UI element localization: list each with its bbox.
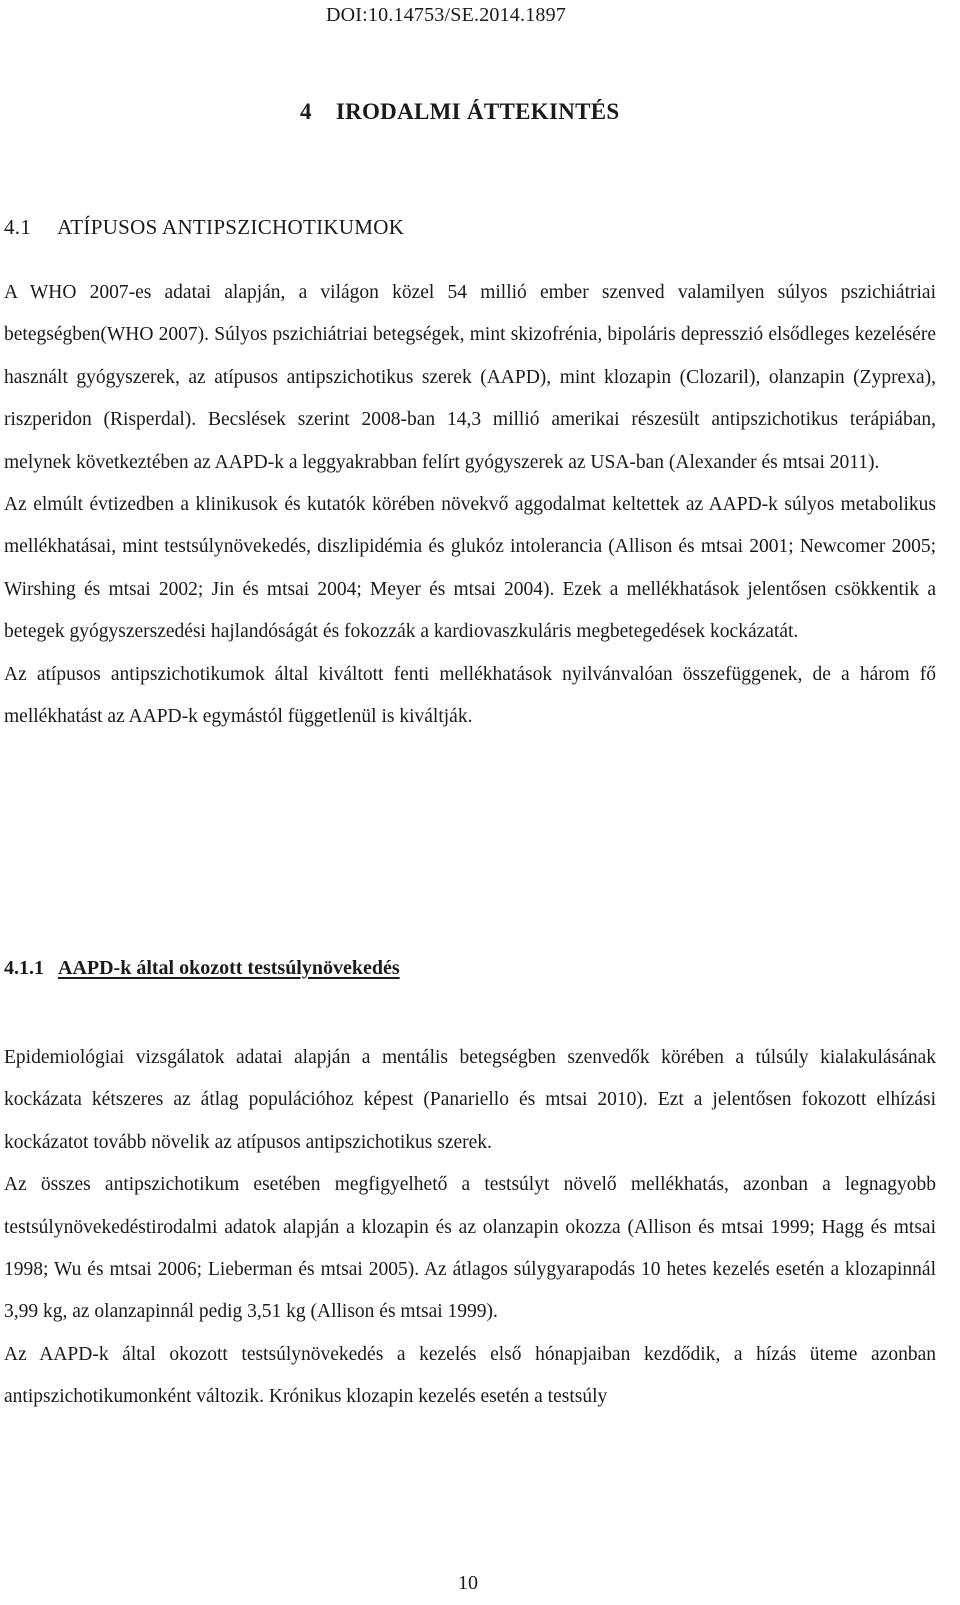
doi-header: DOI:10.14753/SE.2014.1897 [326,4,566,26]
section-number: 4.1 [4,215,32,239]
section-body [4,272,936,738]
section-heading [4,215,404,240]
subsection-paragraph-2: Az összes antipszichotikum esetében megfigyelhető a testsúlyt növelő mellékhatás, azonban a legnagyobb testsúlynövekedéstirodalmi adatok alapján a klozapin és az olanzapin okozza (Allison és mtsai 1999; Hagg és mtsai 1998; Wu és mtsai 2006; Lieberman és mtsai 2005). Az átlagos súlygyarapodás 10 hetes kezelés esetén a klozapinnál 3,99 kg, az olanzapinnál pedig 3,51 kg (Allison és mtsai 1999). [4,1174,936,1323]
subsection-paragraph-3: Az AAPD-k által okozott testsúlynövekedés a kezelés első hónapjaiban kezdődik, a hízás üteme azonban antipszichotikumonként változik. Krónikus klozapin kezelés esetén a testsúly [4,1343,936,1408]
subsection-body [4,1037,936,1419]
subsection-paragraph-1: Epidemiológiai vizsgálatok adatai alapján a mentális betegségben szenvedők körében a túlsúly kialakulásának kockázata kétszeres az átlag populációhoz képest (Panariello és mtsai 2010). Ezt a jelentősen fokozott elhízási kockázatot tovább növelik az atípusos antipszichotikus szerek. [4,1047,936,1153]
subsection-heading [4,957,400,980]
chapter-heading [300,99,620,125]
section-paragraph-1: A WHO 2007-es adatai alapján, a világon közel 54 millió ember szenved valamilyen súlyos pszichiátriai betegségben(WHO 2007). Súlyos pszichiátriai betegségek, mint skizofrénia, bipoláris depresszió elsődleges kezelésére használt gyógyszerek, az atípusos antipszichotikus szerek (AAPD), mint klozapin (Clozaril), olanzapin (Zyprexa), riszperidon (Risperdal). Becslések szerint 2008-ban 14,3 millió amerikai részesült antipszichotikus terápiában, melynek következtében az AAPD-k a leggyakrabban felírt gyógyszerek az USA-ban (Alexander és mtsai 2011). [4,282,936,473]
chapter-title: IRODALMI ÁTTEKINTÉS [335,99,620,124]
section-paragraph-2: Az elmúlt évtizedben a klinikusok és kutatók körében növekvő aggodalmat keltettek az AAPD-k súlyos metabolikus mellékhatásai, mint testsúlynövekedés, diszlipidémia és glukóz intolerancia (Allison és mtsai 2001; Newcomer 2005; Wirshing és mtsai 2002; Jin és mtsai 2004; Meyer és mtsai 2004). Ezek a mellékhatások jelentősen csökkentik a betegek gyógyszerszedési hajlandóságát és fokozzák a kardiovaszkuláris megbetegedések kockázatát. [4,494,936,643]
subsection-number: 4.1.1 [4,957,44,979]
section-title: ATÍPUSOS ANTIPSZICHOTIKUMOK [57,215,405,239]
section-paragraph-3: Az atípusos antipszichotikumok által kiváltott fenti mellékhatások nyilvánvalóan összefüggenek, de a három fő mellékhatást az AAPD-k egymástól függetlenül is kiváltják. [4,663,936,728]
page-number: 10 [458,1572,478,1594]
chapter-number: 4 [300,99,312,124]
subsection-title: AAPD-k által okozott testsúlynövekedés [58,957,400,979]
